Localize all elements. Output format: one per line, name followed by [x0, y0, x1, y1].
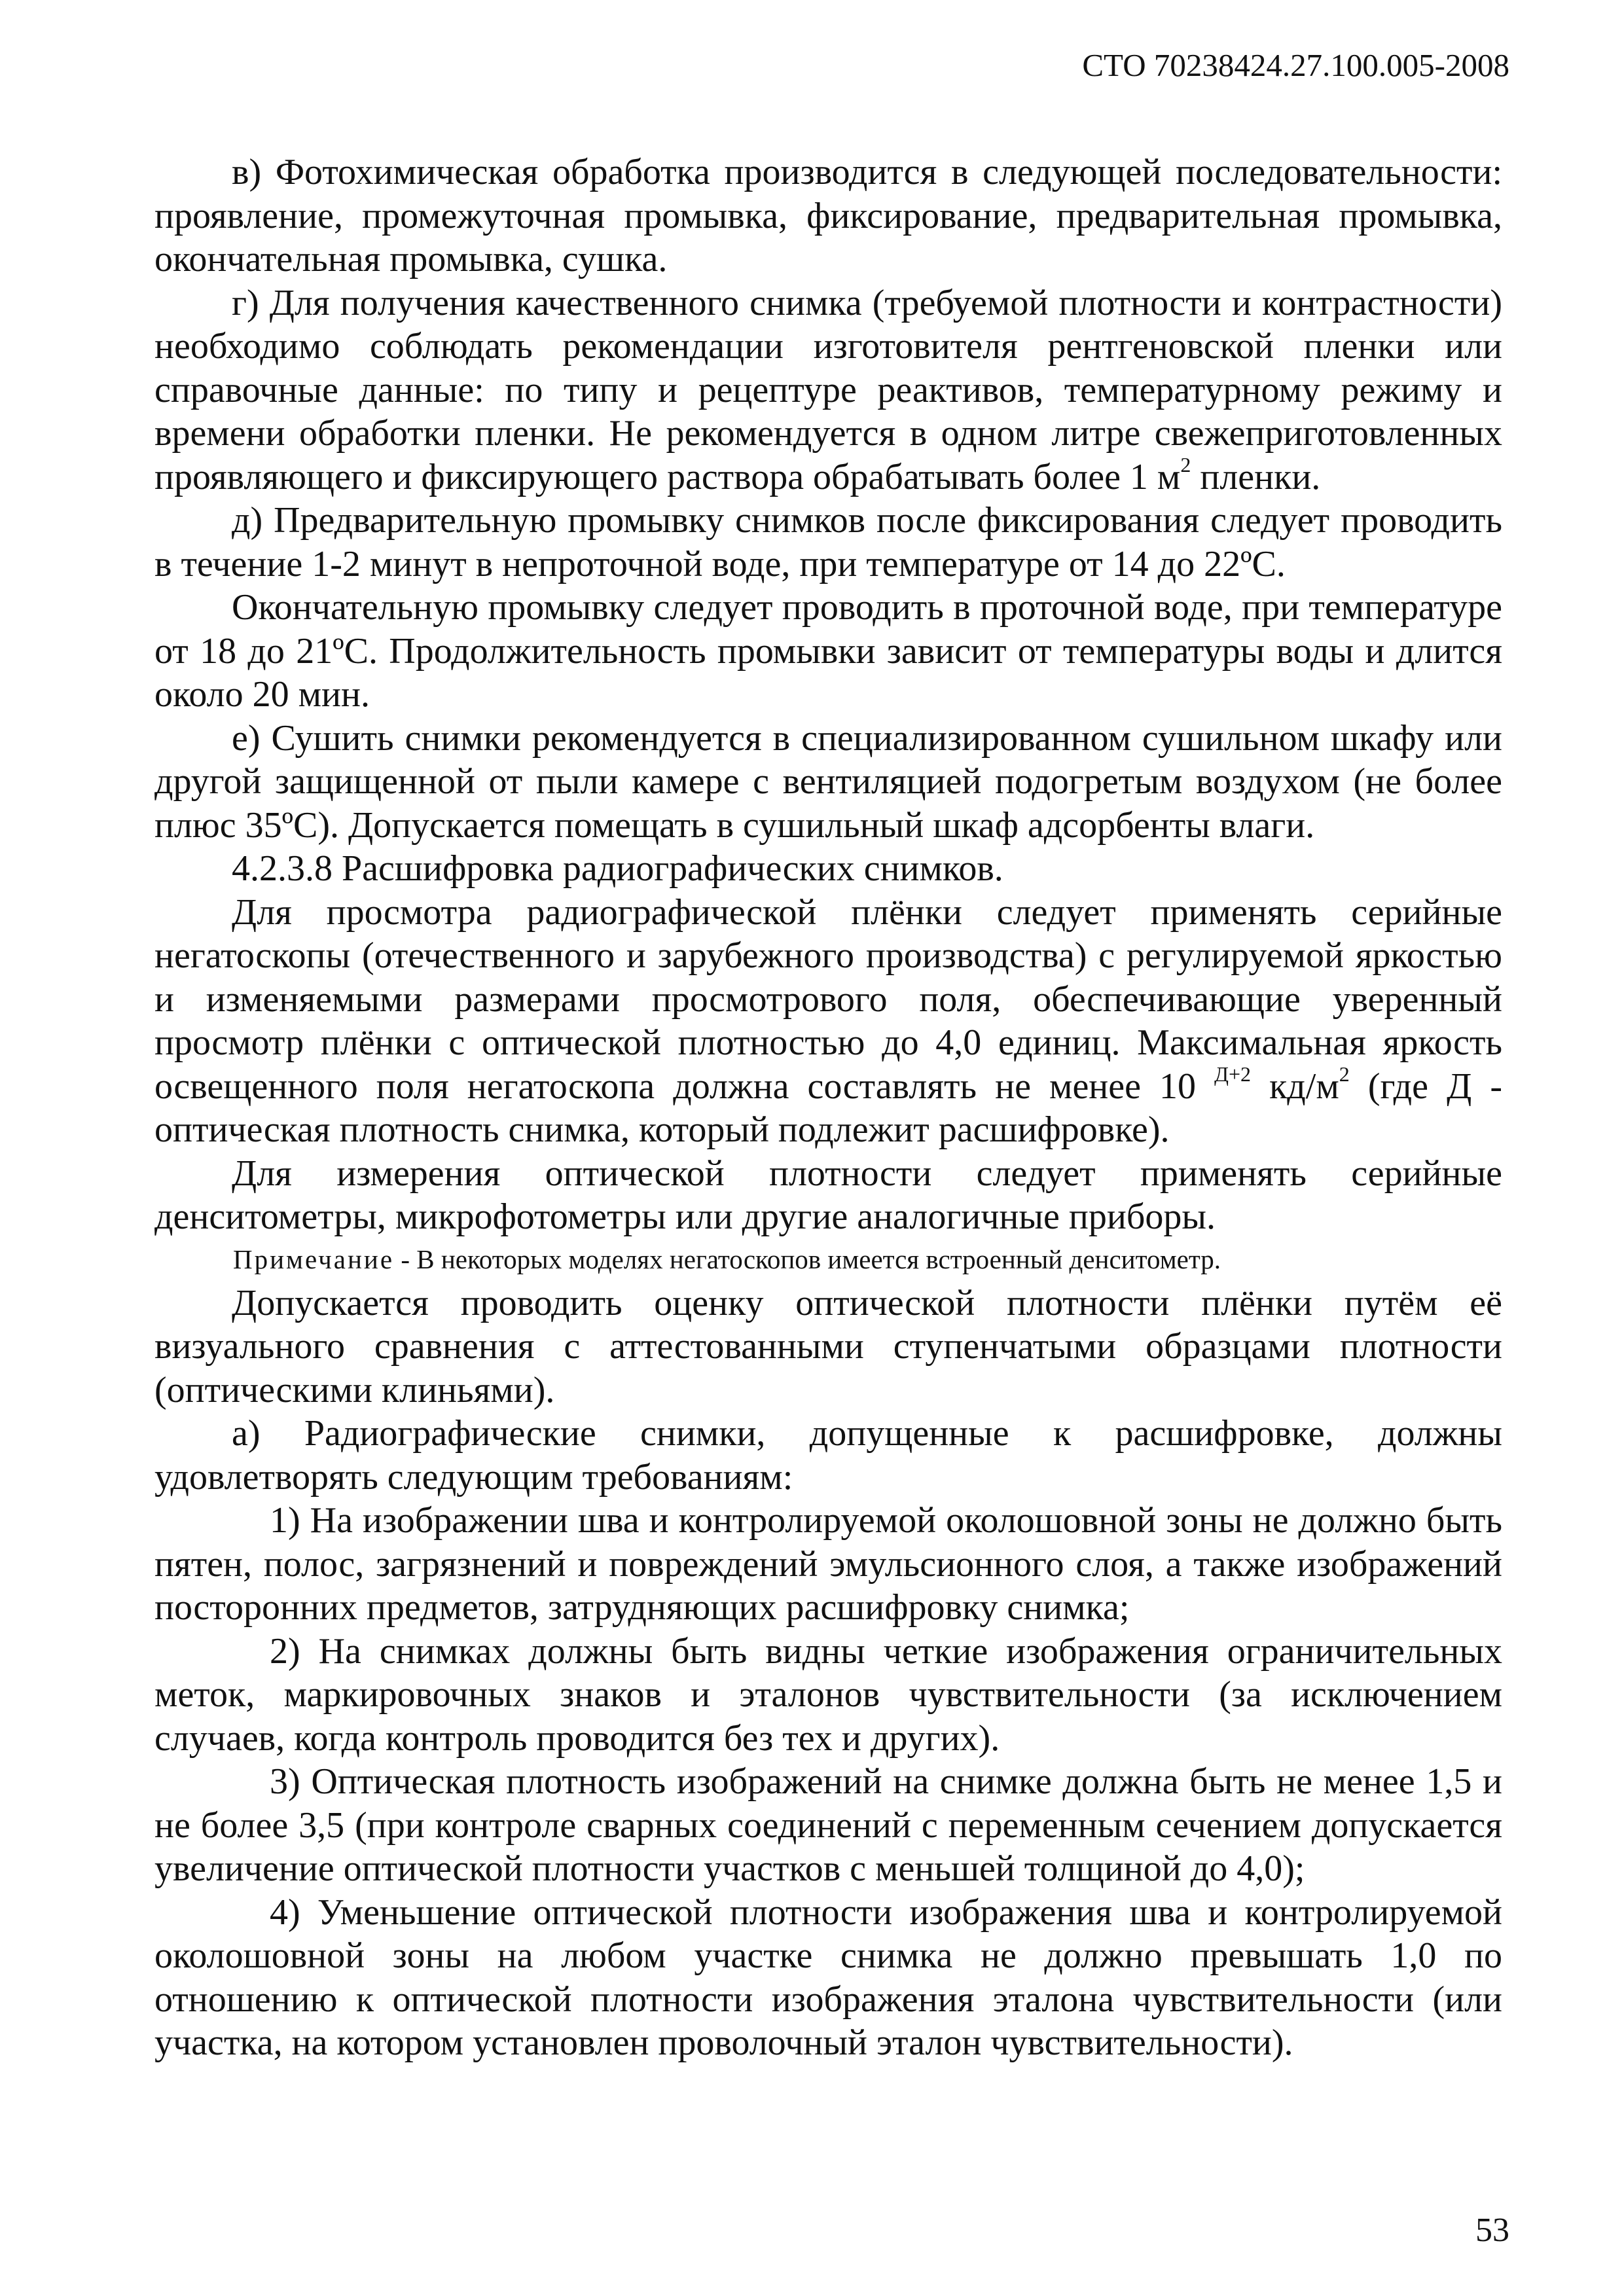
document-code-header: СТО 70238424.27.100.005-2008	[1082, 47, 1509, 83]
paragraph-requirements-intro: а) Радиографические снимки, допущенные к расшифровке, должны удовлетворять следующим требованиям:	[154, 1413, 1502, 1498]
note-label: Примечание	[233, 1244, 395, 1274]
section-heading-4-2-3-8: 4.2.3.8 Расшифровка радиографических снимков.	[232, 848, 1003, 889]
superscript-density-exponent: Д+2	[1214, 1062, 1251, 1086]
superscript-square: 2	[1339, 1062, 1350, 1086]
page-number: 53	[1475, 2212, 1509, 2249]
document-body	[154, 151, 1502, 2065]
note-text: - В некоторых моделях негатоскопов имеется встроенный денситометр.	[394, 1244, 1221, 1274]
note	[154, 1242, 1502, 1278]
list-item: 1) На изображении шва и контролируемой околошовной зоны не должно быть пятен, полос, загрязнений и повреждений эмульсионного слоя, а также изображений посторонних предметов, затрудняющих расшифровку снимка;	[154, 1500, 1502, 1628]
list-item: 2) На снимках должны быть видны четкие изображения ограничительных меток, маркировочных знаков и эталонов чувствительности (за исключением случаев, когда контроль проводится без тех и других).	[154, 1630, 1502, 1759]
paragraph-quality-image: г) Для получения качественного снимка (требуемой плотности и контрастности) необходимо соблюдать рекомендации изготовителя рентгеновской пленки или справочные данные: по типу и рецептуре реактивов, температурному режиму и времени обработки пленки. Не рекомендуется в одном литре свежеприготовленных проявляющего и фиксирующего раствора обрабатывать более 1 $м^2$ пленки.	[154, 282, 1502, 497]
paragraph-drying: е) Сушить снимки рекомендуется в специализированном сушильном шкафу или другой защищенной от пыли камере с вентиляцией подогретым воздухом (не более плюс 35ºС). Допускается помещать в сушильный шкаф адсорбенты влаги.	[154, 717, 1502, 846]
paragraph-processing-sequence: в) Фотохимическая обработка производится в следующей последовательности: проявление, промежуточная промывка, фиксирование, предварительная промывка, окончательная промывка, сушка.	[154, 152, 1502, 279]
paragraph-visual-comparison: Допускается проводить оценку оптической плотности плёнки путём её визуального сравнения с аттестованными ступенчатыми образцами плотности (оптическими клиньями).	[154, 1282, 1502, 1410]
paragraph-densitometers: Для измерения оптической плотности следует применять серийные денситометры, микрофотометры или другие аналогичные приборы.	[154, 1153, 1502, 1237]
superscript-square: 2	[1180, 452, 1191, 476]
list-item: 4) Уменьшение оптической плотности изображения шва и контролируемой околошовной зоны на любом участке снимка не должно превышать 1,0 по отношению к оптической плотности изображения эталона чувствительности (или участка, на котором установлен проволочный эталон чувствительности).	[154, 1892, 1502, 2063]
paragraph-final-wash: Окончательную промывку следует проводить в проточной воде, при температуре от 18 до 21ºС. Продолжительность промывки зависит от температуры воды и длится около 20 мин.	[154, 587, 1502, 715]
list-item: 3) Оптическая плотность изображений на снимке должна быть не менее 1,5 и не более 3,5 (при контроле сварных соединений с переменным сечением допускается увеличение оптической плотности участков с меньшей толщиной до 4,0);	[154, 1761, 1502, 1889]
paragraph-preliminary-wash: д) Предварительную промывку снимков после фиксирования следует проводить в течение 1-2 минут в непроточной воде, при температуре от 14 до 22ºС.	[154, 500, 1502, 584]
paragraph-negatoscopes: Для просмотра радиографической плёнки следует применять серийные негатоскопы (отечественного и зарубежного производства) с регулируемой яркостью и изменяемыми размерами просмотрового поля, обеспечивающие уверенный просмотр плёнки с оптической плотностью до 4,0 единиц. Максимальная яркость освещенного поля негатоскопа должна составлять не менее 10 $^{Д+2}$ $кд/м^2$ (где Д - оптическая плотность снимка, который подлежит расшифровке).	[154, 891, 1502, 1150]
